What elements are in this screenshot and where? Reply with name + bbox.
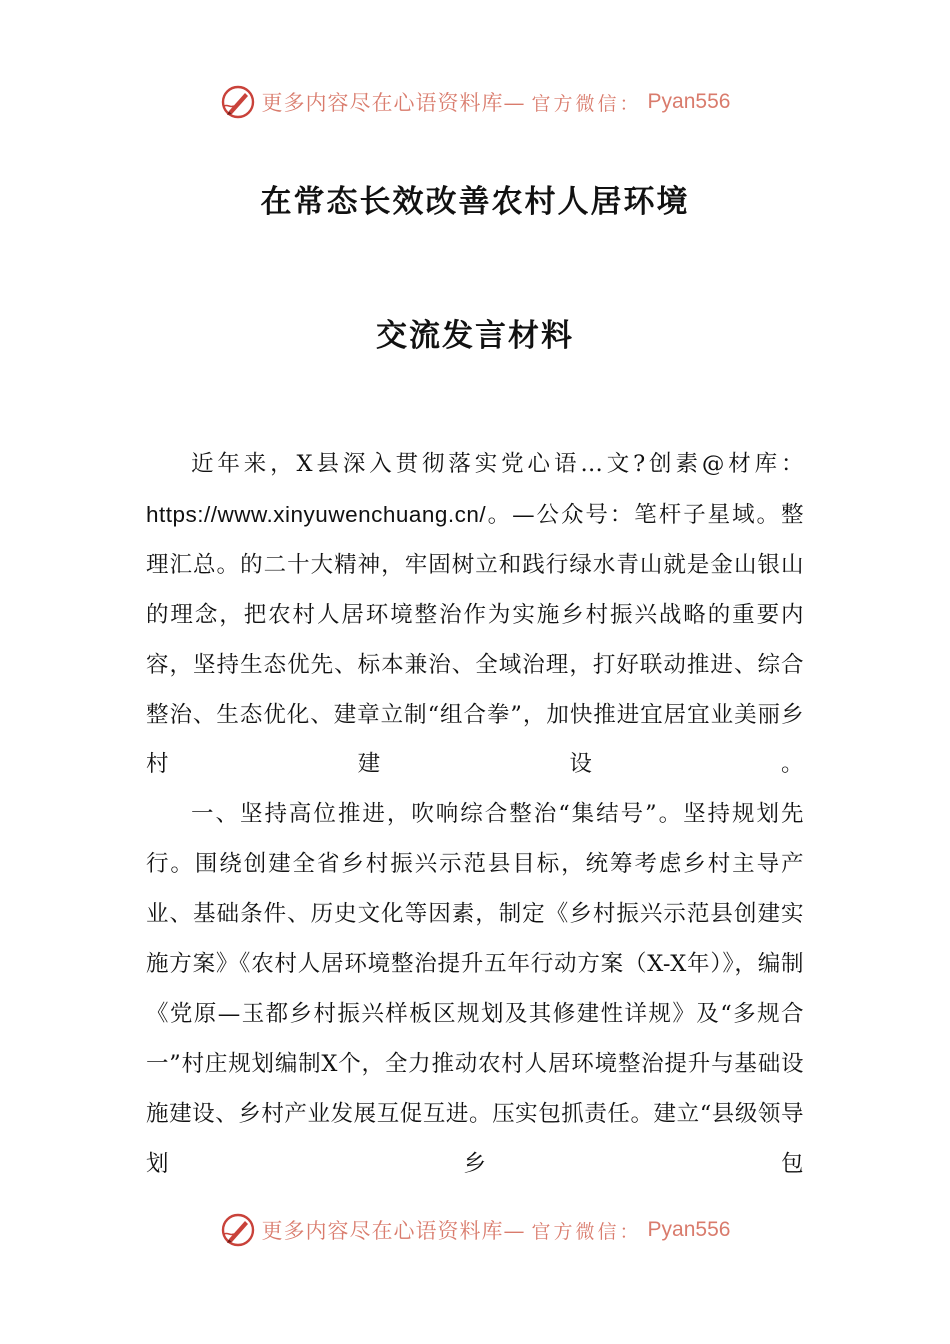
- watermark-banner-top: [0, 80, 950, 124]
- pen-in-circle-logo-icon: [220, 1212, 256, 1248]
- paragraph-intro-rest: 。—公众号：笔杆子星域。整理汇总。的二十大精神，牢固树立和践行绿水青山就是金山银山的理念，把农村人居环境整治作为实施乡村振兴战略的重要内容，坚持生态优先、标本兼治、全域治理，打好联动推进、综合整治、生态优化、建章立制“组合拳”，加快推进宜居宜业美丽乡村建设。: [146, 501, 804, 778]
- banner-wechat-label: 官方微信：: [531, 92, 642, 115]
- paragraph-section-1: 一、坚持高位推进，吹响综合整治“集结号”。坚持规划先行。围绕创建全省乡村振兴示范县目标，统筹考虑乡村主导产业、基础条件、历史文化等因素，制定《乡村振兴示范县创建实施方案》《农村人居环境整治提升五年行动方案（X-X年）》，编制《党原—玉都乡村振兴样板区规划及其修建性详规》及“多规合一”村庄规划编制X个，全力推动农村人居环境整治提升与基础设施建设、乡村产业发展互促互进。压实包抓责任。建立“县级领导划乡包: [146, 801, 804, 1177]
- banner-slogan: 更多内容尽在心语资料库—: [261, 1219, 526, 1243]
- banner-wechat-id: Pyan556: [647, 1218, 731, 1241]
- document-body: [146, 440, 804, 1190]
- banner-slogan: 更多内容尽在心语资料库—: [261, 91, 526, 115]
- banner-wechat-label: 官方微信：: [531, 1220, 642, 1243]
- document-subtitle: 交流发言材料: [376, 318, 574, 354]
- watermark-banner-bottom: [0, 1208, 950, 1252]
- banner-wechat-id: Pyan556: [647, 90, 731, 113]
- paragraph-intro-lead: 近年来，X县深入贯彻落实党心语…文?创素@材库：: [191, 451, 804, 477]
- paragraph-intro: [146, 440, 804, 790]
- document-title: 在常态长效改善农村人居环境: [260, 184, 690, 220]
- source-url-link[interactable]: https://www.xinyuwenchuang.cn/: [146, 501, 487, 527]
- pen-in-circle-logo-icon: [220, 84, 256, 120]
